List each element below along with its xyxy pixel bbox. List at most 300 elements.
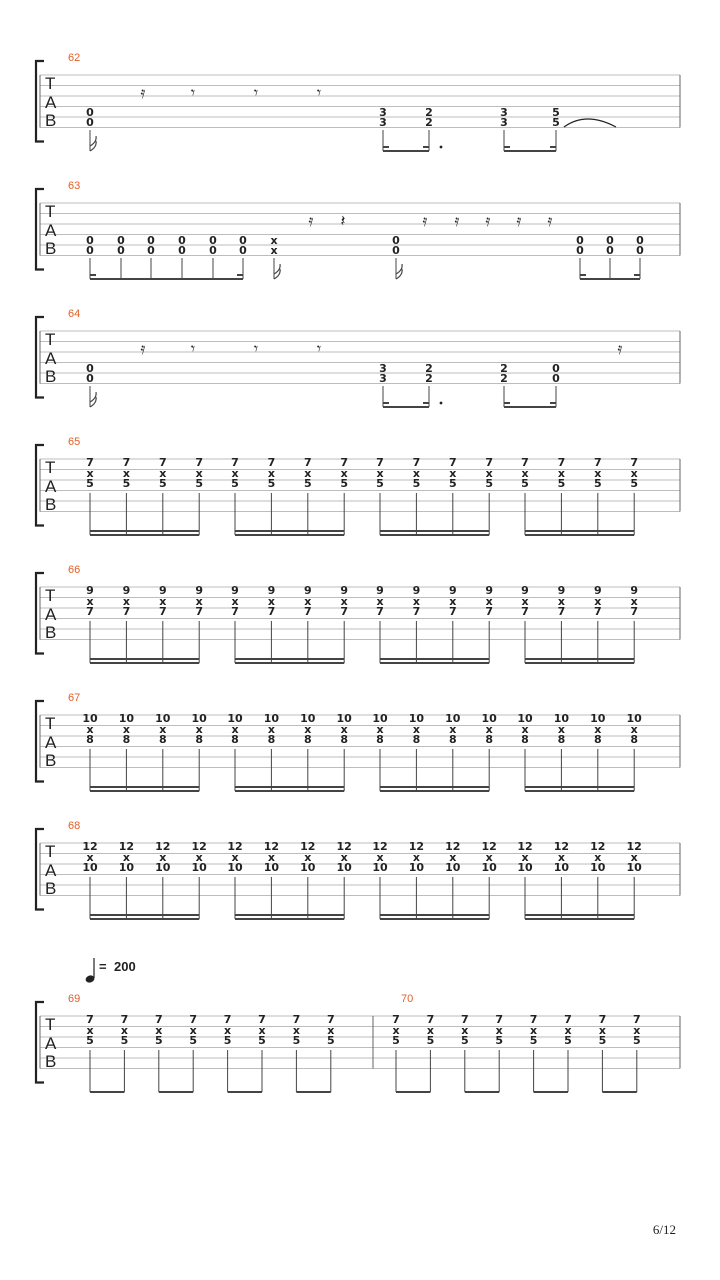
fret-number: 9 — [557, 584, 566, 597]
fret-number: 12 — [191, 840, 207, 853]
note-flag — [396, 264, 402, 279]
fret-number: 0 — [392, 234, 400, 247]
tempo-equals: = — [99, 959, 107, 974]
fret-number: 3 — [379, 372, 387, 385]
fret-number: 9 — [195, 584, 204, 597]
rest-symbol: 𝄿 — [516, 211, 522, 230]
dead-note: x — [426, 1024, 434, 1037]
dead-note: x — [449, 467, 457, 480]
fret-number: 9 — [267, 584, 276, 597]
rest-symbol: 𝄿 — [140, 83, 146, 102]
dead-note: x — [159, 467, 167, 480]
fret-number: 7 — [564, 1013, 572, 1026]
fret-number: 5 — [223, 1034, 232, 1047]
fret-number: 0 — [552, 362, 560, 375]
rest-symbol: 𝄾 — [316, 83, 322, 102]
fret-number: 5 — [122, 477, 131, 490]
dead-note: x — [86, 723, 94, 736]
dead-note: x — [267, 723, 275, 736]
dead-note: x — [195, 851, 203, 864]
fret-number: 5 — [485, 477, 494, 490]
tab-clef-b: B — [45, 751, 57, 770]
fret-number: 2 — [425, 116, 433, 129]
dead-note: x — [521, 723, 529, 736]
fret-number: 7 — [593, 605, 602, 618]
fret-number: 9 — [122, 584, 131, 597]
fret-number: 0 — [86, 244, 94, 257]
fret-number: 10 — [300, 712, 316, 725]
fret-number: 0 — [552, 372, 560, 385]
dead-note: x — [120, 1024, 128, 1037]
dead-note: x — [449, 595, 457, 608]
dead-note: x — [594, 467, 602, 480]
fret-number: 12 — [481, 840, 497, 853]
fret-number: 0 — [178, 234, 186, 247]
tie — [564, 119, 616, 127]
fret-number: 10 — [118, 861, 135, 874]
fret-number: 7 — [122, 605, 131, 618]
fret-number: 5 — [495, 1034, 504, 1047]
fret-number: 9 — [412, 584, 421, 597]
fret-number: 5 — [552, 116, 560, 129]
fret-number: 8 — [158, 733, 167, 746]
fret-number: 9 — [340, 584, 349, 597]
dead-note: x — [122, 595, 130, 608]
tab-clef-t: T — [45, 458, 56, 477]
fret-number: 10 — [227, 712, 243, 725]
fret-number: 10 — [263, 712, 280, 725]
fret-number: 10 — [336, 712, 352, 725]
dead-note: x — [633, 1024, 641, 1037]
fret-number: 7 — [485, 456, 494, 469]
fret-number: 2 — [500, 372, 508, 385]
measure-number: 67 — [68, 692, 81, 704]
fret-number: 7 — [231, 605, 239, 618]
fret-number: 5 — [195, 477, 204, 490]
dead-note: x — [412, 723, 420, 736]
fret-number: 7 — [258, 1013, 266, 1026]
fret-number: 8 — [376, 733, 384, 746]
dead-note: x — [86, 1024, 94, 1037]
fret-number: 8 — [122, 733, 131, 746]
fret-number: 8 — [412, 733, 421, 746]
fret-number: 0 — [117, 234, 125, 247]
fret-number: 2 — [500, 362, 508, 375]
fret-number: 10 — [445, 861, 461, 874]
fret-number: 7 — [189, 1013, 198, 1026]
fret-number: 7 — [326, 1013, 335, 1026]
fret-number: 12 — [626, 840, 642, 853]
fret-number: 7 — [340, 456, 349, 469]
fret-number: 5 — [154, 1034, 163, 1047]
fret-number: 0 — [606, 234, 614, 247]
fret-number: 7 — [267, 605, 276, 618]
measure-number: 63 — [68, 180, 81, 192]
tab-clef-t: T — [45, 714, 56, 733]
fret-number: 5 — [326, 1034, 335, 1047]
fret-number: 10 — [227, 861, 243, 874]
fret-number: 7 — [557, 456, 566, 469]
fret-number: 10 — [408, 712, 425, 725]
fret-number: 10 — [82, 712, 98, 725]
fret-number: 9 — [231, 584, 239, 597]
tab-clef-a: A — [45, 605, 57, 624]
tab-clef-a: A — [45, 349, 57, 368]
fret-number: 0 — [86, 234, 94, 247]
dot — [440, 146, 443, 149]
fret-number: 7 — [122, 456, 131, 469]
fret-number: 5 — [598, 1034, 607, 1047]
fret-number: 9 — [448, 584, 457, 597]
fret-number: 12 — [408, 840, 425, 853]
dead-note: x — [159, 851, 167, 864]
fret-number: 10 — [626, 861, 642, 874]
fret-number: 7 — [412, 456, 421, 469]
dead-note: x — [231, 851, 239, 864]
fret-number: 0 — [239, 234, 247, 247]
fret-number: 12 — [372, 840, 388, 853]
fret-number: 7 — [392, 1013, 400, 1026]
dead-note: x — [630, 467, 638, 480]
tab-clef-t: T — [45, 330, 56, 349]
fret-number: 0 — [86, 362, 94, 375]
dead-note: x — [195, 467, 203, 480]
tab-clef-b: B — [45, 1052, 57, 1071]
fret-number: 7 — [223, 1013, 232, 1026]
dead-note: x — [449, 723, 457, 736]
fret-number: 5 — [557, 477, 566, 490]
fret-number: 2 — [425, 106, 433, 119]
dead-note: x — [392, 1024, 400, 1037]
dead-note: x — [630, 723, 638, 736]
dead-note: x — [495, 1024, 503, 1037]
fret-number: 7 — [86, 456, 94, 469]
dead-note: x — [270, 244, 278, 257]
tab-clef-t: T — [45, 842, 56, 861]
fret-number: 7 — [292, 1013, 301, 1026]
dead-note: x — [376, 723, 384, 736]
dead-note: x — [86, 467, 94, 480]
fret-number: 7 — [448, 456, 457, 469]
dead-note: x — [521, 467, 529, 480]
fret-number: 12 — [300, 840, 316, 853]
fret-number: 5 — [521, 477, 529, 490]
rest-symbol: 𝄾 — [190, 83, 196, 102]
fret-number: 10 — [590, 712, 606, 725]
dead-note: x — [231, 467, 239, 480]
fret-number: 10 — [263, 861, 280, 874]
fret-number: 7 — [460, 1013, 469, 1026]
fret-number: 5 — [632, 1034, 641, 1047]
fret-number: 10 — [191, 861, 207, 874]
dead-note: x — [594, 851, 602, 864]
fret-number: 7 — [231, 456, 239, 469]
fret-number: 7 — [598, 1013, 607, 1026]
dead-note: x — [485, 467, 493, 480]
fret-number: 8 — [86, 733, 94, 746]
dead-note: x — [122, 851, 130, 864]
fret-number: 12 — [336, 840, 352, 853]
tab-clef-b: B — [45, 239, 57, 258]
fret-number: 8 — [231, 733, 239, 746]
fret-number: 2 — [425, 362, 433, 375]
fret-number: 5 — [340, 477, 349, 490]
rest-symbol: 𝄽 — [340, 211, 346, 230]
fret-number: 10 — [336, 861, 352, 874]
fret-number: 7 — [448, 605, 457, 618]
fret-number: 0 — [209, 234, 217, 247]
tab-clef-a: A — [45, 861, 57, 880]
fret-number: 8 — [303, 733, 312, 746]
tab-clef-b: B — [45, 623, 57, 642]
dead-note: x — [304, 851, 312, 864]
dead-note: x — [155, 1024, 163, 1037]
fret-number: 10 — [155, 712, 171, 725]
fret-number: 10 — [82, 861, 98, 874]
fret-number: 9 — [303, 584, 312, 597]
fret-number: 7 — [529, 1013, 538, 1026]
fret-number: 9 — [485, 584, 494, 597]
tab-clef-a: A — [45, 221, 57, 240]
rest-symbol: 𝄾 — [253, 83, 259, 102]
tab-clef-a: A — [45, 93, 57, 112]
fret-number: 10 — [481, 712, 497, 725]
tab-clef-a: A — [45, 477, 57, 496]
dead-note: x — [485, 851, 493, 864]
dead-note: x — [122, 467, 130, 480]
dead-note: x — [340, 851, 348, 864]
fret-number: 2 — [425, 372, 433, 385]
fret-number: 12 — [263, 840, 280, 853]
dead-note: x — [86, 595, 94, 608]
fret-number: 9 — [593, 584, 602, 597]
fret-number: 5 — [376, 477, 384, 490]
fret-number: 12 — [227, 840, 243, 853]
fret-number: 12 — [82, 840, 98, 853]
fret-number: 0 — [209, 244, 217, 257]
fret-number: 7 — [376, 605, 384, 618]
fret-number: 0 — [147, 244, 155, 257]
dead-note: x — [340, 467, 348, 480]
note-flag — [90, 392, 96, 407]
fret-number: 8 — [557, 733, 566, 746]
fret-number: 10 — [191, 712, 207, 725]
dead-note: x — [327, 1024, 335, 1037]
fret-number: 9 — [521, 584, 529, 597]
dead-note: x — [340, 723, 348, 736]
fret-number: 0 — [636, 244, 644, 257]
dead-note: x — [557, 595, 565, 608]
fret-number: 10 — [372, 712, 388, 725]
fret-number: 5 — [292, 1034, 301, 1047]
rest-symbol: 𝄿 — [422, 211, 428, 230]
fret-number: 12 — [118, 840, 135, 853]
dead-note: x — [376, 595, 384, 608]
dead-note: x — [557, 467, 565, 480]
fret-number: 3 — [379, 116, 387, 129]
dead-note: x — [376, 467, 384, 480]
tab-clef-t: T — [45, 1015, 56, 1034]
dead-note: x — [530, 1024, 538, 1037]
fret-number: 8 — [448, 733, 457, 746]
dead-note: x — [159, 723, 167, 736]
fret-number: 5 — [158, 477, 167, 490]
rest-symbol: 𝄾 — [316, 339, 322, 358]
dead-note: x — [412, 467, 420, 480]
dead-note: x — [594, 723, 602, 736]
dead-note: x — [340, 595, 348, 608]
dead-note: x — [412, 851, 420, 864]
fret-number: 10 — [517, 712, 533, 725]
dead-note: x — [195, 595, 203, 608]
measure-number: 65 — [68, 436, 81, 448]
fret-number: 7 — [340, 605, 349, 618]
dead-note: x — [231, 595, 239, 608]
measure-number: 62 — [68, 52, 81, 64]
fret-number: 5 — [392, 1034, 400, 1047]
dot — [440, 402, 443, 405]
fret-number: 5 — [86, 1034, 94, 1047]
fret-number: 10 — [517, 861, 533, 874]
fret-number: 12 — [517, 840, 533, 853]
rest-symbol: 𝄿 — [140, 339, 146, 358]
fret-number: 8 — [521, 733, 529, 746]
fret-number: 0 — [86, 372, 94, 385]
tab-clef-b: B — [45, 879, 57, 898]
fret-number: 12 — [553, 840, 570, 853]
fret-number: 7 — [521, 456, 529, 469]
fret-number: 10 — [553, 861, 570, 874]
dead-note: x — [485, 595, 493, 608]
fret-number: 0 — [239, 244, 247, 257]
fret-number: 7 — [495, 1013, 504, 1026]
tab-clef-b: B — [45, 367, 57, 386]
fret-number: 5 — [552, 106, 560, 119]
dead-note: x — [521, 595, 529, 608]
fret-number: 10 — [445, 712, 461, 725]
fret-number: 9 — [376, 584, 384, 597]
fret-number: 5 — [86, 477, 94, 490]
fret-number: 0 — [606, 244, 614, 257]
fret-number: 7 — [86, 1013, 94, 1026]
fret-number: 0 — [178, 244, 186, 257]
dead-note: x — [267, 851, 275, 864]
fret-number: 7 — [158, 456, 167, 469]
dead-note: x — [449, 851, 457, 864]
fret-number: 7 — [154, 1013, 163, 1026]
dead-note: x — [376, 851, 384, 864]
dead-note: x — [270, 234, 278, 247]
fret-number: 5 — [593, 477, 602, 490]
note-flag — [274, 264, 280, 279]
fret-number: 8 — [195, 733, 204, 746]
fret-number: 10 — [155, 861, 171, 874]
rest-symbol: 𝄿 — [308, 211, 314, 230]
fret-number: 12 — [155, 840, 171, 853]
fret-number: 7 — [267, 456, 276, 469]
fret-number: 7 — [426, 1013, 435, 1026]
dead-note: x — [630, 851, 638, 864]
fret-number: 5 — [426, 1034, 435, 1047]
dead-note: x — [304, 595, 312, 608]
fret-number: 12 — [445, 840, 461, 853]
measure-number: 64 — [68, 308, 81, 320]
fret-number: 7 — [303, 605, 312, 618]
measure-number: 68 — [68, 820, 81, 832]
dead-note: x — [189, 1024, 197, 1037]
fret-number: 12 — [590, 840, 606, 853]
fret-number: 7 — [303, 456, 312, 469]
fret-number: 0 — [86, 106, 94, 119]
dead-note: x — [521, 851, 529, 864]
fret-number: 7 — [195, 456, 204, 469]
fret-number: 5 — [303, 477, 312, 490]
fret-number: 7 — [412, 605, 421, 618]
fret-number: 7 — [86, 605, 94, 618]
fret-number: 7 — [630, 456, 639, 469]
fret-number: 10 — [408, 861, 425, 874]
dead-note: x — [461, 1024, 469, 1037]
rest-symbol: 𝄿 — [547, 211, 553, 230]
tab-clef-t: T — [45, 586, 56, 605]
fret-number: 5 — [231, 477, 239, 490]
fret-number: 0 — [636, 234, 644, 247]
dead-note: x — [304, 467, 312, 480]
page-number: 6/12 — [652, 1222, 676, 1237]
fret-number: 5 — [529, 1034, 538, 1047]
rest-symbol: 𝄿 — [617, 339, 623, 358]
tempo-value: 200 — [114, 959, 136, 974]
fret-number: 3 — [379, 362, 387, 375]
dead-note: x — [557, 851, 565, 864]
dead-note: x — [292, 1024, 300, 1037]
rest-symbol: 𝄿 — [454, 211, 460, 230]
fret-number: 7 — [376, 456, 384, 469]
tab-clef-a: A — [45, 1034, 57, 1053]
rest-symbol: 𝄾 — [253, 339, 259, 358]
measure-number: 66 — [68, 564, 81, 576]
fret-number: 0 — [117, 244, 125, 257]
fret-number: 5 — [630, 477, 639, 490]
dead-note: x — [159, 595, 167, 608]
dead-note: x — [86, 851, 94, 864]
fret-number: 9 — [630, 584, 639, 597]
fret-number: 0 — [147, 234, 155, 247]
fret-number: 0 — [392, 244, 400, 257]
fret-number: 8 — [485, 733, 494, 746]
fret-number: 10 — [553, 712, 570, 725]
fret-number: 8 — [593, 733, 602, 746]
fret-number: 9 — [158, 584, 167, 597]
fret-number: 5 — [258, 1034, 266, 1047]
dead-note: x — [564, 1024, 572, 1037]
fret-number: 9 — [86, 584, 94, 597]
measure-number: 69 — [68, 993, 81, 1005]
fret-number: 5 — [412, 477, 421, 490]
fret-number: 8 — [267, 733, 276, 746]
fret-number: 3 — [379, 106, 387, 119]
fret-number: 7 — [557, 605, 566, 618]
fret-number: 7 — [630, 605, 639, 618]
fret-number: 5 — [448, 477, 457, 490]
fret-number: 7 — [120, 1013, 129, 1026]
fret-number: 7 — [593, 456, 602, 469]
fret-number: 10 — [481, 861, 497, 874]
dead-note: x — [258, 1024, 266, 1037]
tab-clef-a: A — [45, 733, 57, 752]
measure-number: 70 — [401, 993, 414, 1005]
dead-note: x — [267, 467, 275, 480]
